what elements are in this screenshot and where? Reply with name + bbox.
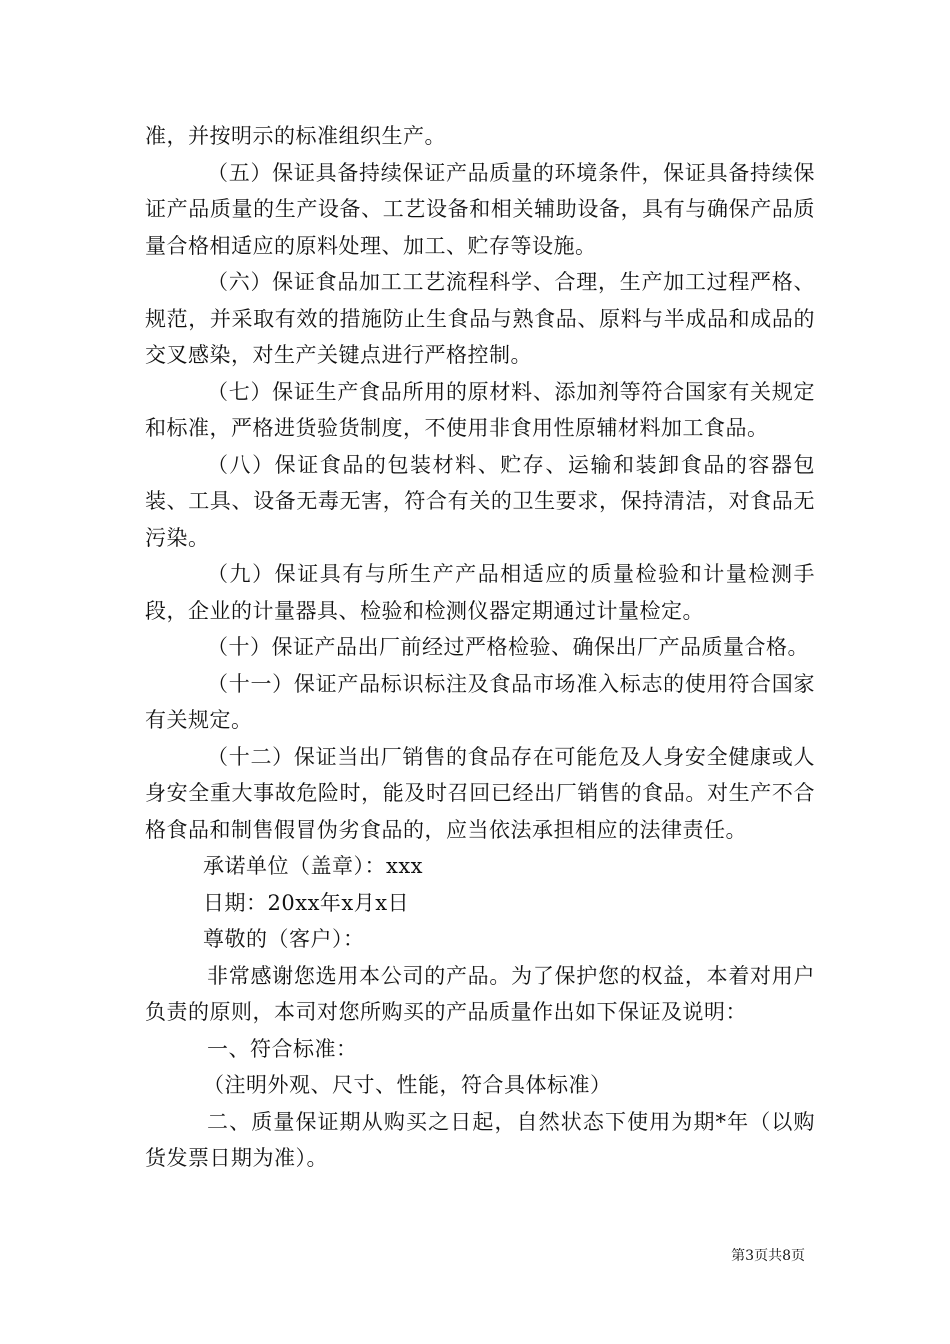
paragraph-item-7: （七）保证生产食品所用的原材料、添加剂等符合国家有关规定和标准，严格进货验货制度，不使用非食用性原辅材料加工食品。 (145, 379, 815, 440)
paragraph-item-11: （十一）保证产品标识标注及食品市场准入标志的使用符合国家有关规定。 (145, 671, 815, 732)
salutation: 尊敬的（客户）： (203, 927, 365, 951)
document-body (145, 118, 815, 1177)
paragraph-intro: 非常感谢您选用本公司的产品。为了保护您的权益，本着对用户负责的原则，本司对您所购买的产品质量作出如下保证及说明： (145, 963, 815, 1024)
signature-date: 日期：20xx年x月x日 (203, 890, 410, 915)
paragraph-item-9: （九）保证具有与所生产产品相适应的质量检验和计量检测手段，企业的计量器具、检验和检测仪器定期通过计量检定。 (145, 562, 815, 623)
section-note: （注明外观、尺寸、性能，符合具体标准） (203, 1073, 612, 1097)
paragraph-item-12: （十二）保证当出厂销售的食品存在可能危及人身安全健康或人身安全重大事故危险时，能及时召回已经出厂销售的食品。对生产不合格食品和制售假冒伪劣食品的，应当依法承担相应的法律责任。 (145, 744, 815, 842)
page-number-footer: 第3页共8页 (731, 1248, 805, 1264)
paragraph-continuation: 准，并按明示的标准组织生产。 (145, 124, 446, 148)
paragraph-item-6: （六）保证食品加工工艺流程科学、合理，生产加工过程严格、规范，并采取有效的措施防止生食品与熟食品、原料与半成品和成品的交叉感染，对生产关键点进行严格控制。 (145, 270, 815, 367)
section-heading-2: 二、质量保证期从购买之日起，自然状态下使用为期*年（以购货发票日期为准）。 (145, 1109, 815, 1170)
signature-unit: 承诺单位（盖章）：xxx (203, 854, 424, 878)
paragraph-item-5: （五）保证具备持续保证产品质量的环境条件，保证具备持续保证产品质量的生产设备、工艺设备和相关辅助设备，具有与确保产品质量合格相适应的原料处理、加工、贮存等设施。 (145, 160, 815, 258)
paragraph-item-8: （八）保证食品的包装材料、贮存、运输和装卸食品的容器包装、工具、设备无毒无害，符合有关的卫生要求，保持清洁，对食品无污染。 (145, 452, 815, 550)
paragraph-item-10: （十）保证产品出厂前经过严格检验、确保出厂产品质量合格。 (207, 635, 809, 659)
section-heading-1: 一、符合标准： (207, 1036, 358, 1061)
